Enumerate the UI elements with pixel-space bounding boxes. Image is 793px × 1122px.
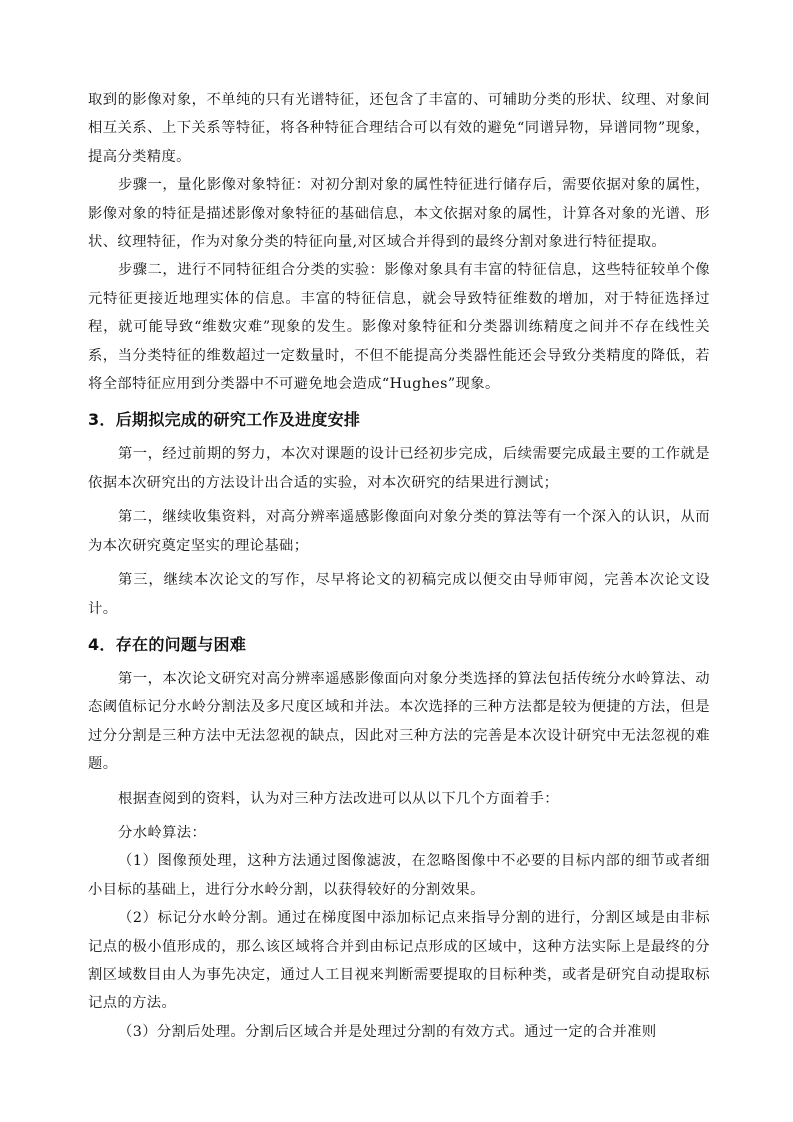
section-heading-4: 4．存在的问题与困难 — [88, 634, 247, 654]
paragraph-first: 第一，经过前期的努力，本次对课题的设计已经初步完成，后续需要完成最主要的工作就是依据本次研究出的方法设计出合适的实验，对本次研究的结果进行测试； — [88, 446, 710, 491]
document-page — [88, 86, 710, 1046]
paragraph-problem-first: 第一，本次论文研究对高分辨率遥感影像面向对象分类选择的算法包括传统分水岭算法、动态阈值标记分水岭分割法及多尺度区域和并法。本次选择的三种方法都是较为便捷的方法，但是过分分割是三种方法中无法忽视的缺点，因此对三种方法的完善是本次设计研究中无法忽视的难题。 — [88, 670, 710, 773]
list-item-preprocessing: （1）图像预处理，这种方法通过图像滤波，在忽略图像中不必要的目标内部的细节或者细小目标的基础上，进行分水岭分割，以获得较好的分割效果。 — [88, 853, 710, 898]
paragraph-step-one: 步骤一，量化影像对象特征：对初分割对象的属性特征进行储存后，需要依据对象的属性，影像对象的特征是描述影像对象特征的基础信息，本文依据对象的属性，计算各对象的光谱、形状、纹理特征，作为对象分类的特征向量,对区域合并得到的最终分割对象进行特征提取。 — [88, 177, 710, 251]
paragraph-second: 第二，继续收集资料，对高分辨率遥感影像面向对象分类的算法等有一个深入的认识，从而为本次研究奠定坚实的理论基础； — [88, 509, 710, 554]
section-heading-3: 3．后期拟完成的研究工作及进度安排 — [88, 410, 361, 430]
paragraph-approach-intro: 根据查阅到的资料，认为对三种方法改进可以从以下几个方面着手： — [118, 790, 559, 807]
paragraph-step-two: 步骤二，进行不同特征组合分类的实验：影像对象具有丰富的特征信息，这些特征较单个像元特征更接近地理实体的信息。丰富的特征信息，就会导致特征维数的增加，对于特征选择过程，就可能导致“维数灾难”现象的发生。影像对象特征和分类器训练精度之间并不存在线性关系，当分类特征的维数超过一定数量时，不但不能提高分类器性能还会导致分类精度的降低，若将全部特征应用到分类器中不可避免地会造成“Hughes”现象。 — [88, 262, 710, 393]
paragraph-watershed-title: 分水岭算法： — [118, 824, 207, 841]
list-item-marker-watershed: （2）标记分水岭分割。通过在梯度图中添加标记点来指导分割的进行，分割区域是由非标记点的极小值形成的，那么该区域将合并到由标记点形成的区域中，这种方法实际上是最终的分割区域数目由人为事先决定，通过人工目视来判断需要提取的目标种类，或者是研究自动提取标记点的方法。 — [88, 910, 710, 1012]
list-item-postprocessing: （3）分割后处理。分割后区域合并是处理过分割的有效方式。通过一定的合并准则 — [118, 1023, 657, 1040]
paragraph-continuation: 取到的影像对象，不单纯的只有光谱特征，还包含了丰富的、可辅助分类的形状、纹理、对象间相互关系、上下关系等特征，将各种特征合理结合可以有效的避免“同谱异物，异谱同物”现象，提高分类精度。 — [88, 92, 710, 165]
paragraph-third: 第三，继续本次论文的写作，尽早将论文的初稿完成以便交由导师审阅，完善本次论文设计。 — [88, 572, 710, 617]
